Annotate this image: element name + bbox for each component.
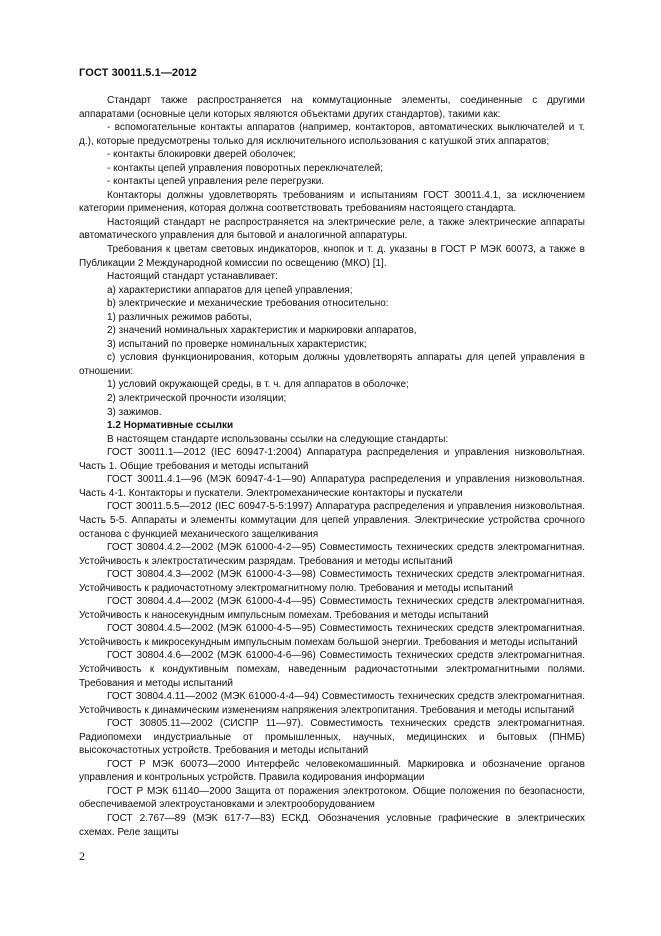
document-header: ГОСТ 30011.5.1—2012	[79, 67, 197, 79]
reference-item: ГОСТ 30804.4.3—2002 (МЭК 61000-4-3—98) Совместимость технических средств электромагнитная. Устойчивость к радиочастотному электромагнитному полю. Требования и методы испытаний	[79, 569, 585, 594]
document-body	[79, 94, 585, 839]
reference-item: ГОСТ 30804.4.5—2002 (МЭК 61000-4-5—95) Совместимость технических средств электромагнитная. Устойчивость к микросекундным импульсным помехам большой энергии. Требования и методы испытаний	[79, 623, 585, 648]
reference-item: ГОСТ 30804.4.11—2002 (МЭК 61000-4-4—94) Совместимость технических средств электромагнитная. Устойчивость к динамическим изменениям напряжения электропитания. Требования и методы испытаний	[79, 691, 585, 716]
paragraph: Контакторы должны удовлетворять требованиям и испытаниям ГОСТ 30011.4.1, за исключением категории применения, которая должна соответствовать требованиям настоящего стандарта.	[79, 189, 585, 215]
dash-item: - вспомогательные контакты аппаратов (например, контакторов, автоматических выключателей и т. д.), которые предусмотрены только для исключительного использования с катушкой этих аппаратов;	[79, 122, 585, 147]
reference-item: ГОСТ 30011.5.5—2012 (IEC 60947-5-5:1997) Аппаратура распределения и управления низковольтная. Часть 5-5. Аппараты и элементы коммутации для цепей управления. Электрические устройства срочного останова с функцией механического защелкивания	[79, 501, 585, 540]
paragraph: Требования к цветам световых индикаторов, кнопок и т. д. указаны в ГОСТ Р МЭК 60073, а также в Публикации 2 Международной комиссии по освещению (МКО) [1].	[79, 244, 585, 269]
page-number: 2	[79, 849, 85, 863]
reference-item: ГОСТ 30011.1—2012 (IEC 60947-1:2004) Аппаратура распределения и управления низковольтная. Часть 1. Общие требования и методы испытаний	[79, 447, 585, 472]
dash-item: - контакты цепей управления поворотных переключателей;	[107, 162, 384, 174]
reference-item: ГОСТ Р МЭК 60073—2000 Интерфейс человекомашинный. Маркировка и обозначение органов управления и контрольных устройств. Правила кодирования информации	[79, 758, 585, 784]
paragraph: Стандарт также распространяется на коммутационные элементы, соединенные с другими аппаратами (основные цели которых являются объектами других стандартов), такими как:	[79, 95, 585, 120]
reference-item: ГОСТ Р МЭК 61140—2000 Защита от поражения электротоком. Общие положения по безопасности, обеспечиваемой электроустановками и электрооборудованием	[79, 785, 585, 811]
list-item-c1: 1) условий окружающей среды, в т. ч. для аппаратов в оболочке;	[107, 379, 409, 391]
refs-intro: В настоящем стандарте использованы ссылки на следующие стандарты:	[107, 433, 449, 445]
list-item-b1: 1) различных режимов работы,	[107, 311, 252, 323]
dash-item: - контакты цепей управления реле перегрузки.	[107, 176, 325, 188]
list-item-c: c) условия функционирования, которым должны удовлетворять аппараты для цепей управления в отношении:	[79, 352, 585, 377]
reference-item: ГОСТ 30804.4.2—2002 (МЭК 61000-4-2—95) Совместимость технических средств электромагнитная. Устойчивость к электростатическим разрядам. Требования и методы испытаний	[79, 542, 585, 567]
list-item-a: a) характеристики аппаратов для цепей управления;	[107, 284, 353, 296]
list-item-b: b) электрические и механические требования относительно:	[107, 298, 389, 310]
reference-item: ГОСТ 30804.4.4—2002 (МЭК 61000-4-4—95) Совместимость технических средств электромагнитная. Устойчивость к наносекундным импульсным помехам. Требования и методы испытаний	[79, 596, 585, 621]
reference-item: ГОСТ 30011.4.1—96 (МЭК 60947-4-1—90) Аппаратура распределения и управления низковольтная. Часть 4-1. Контакторы и пускатели. Электромеханические контакторы и пускатели	[79, 474, 585, 499]
list-item-b3: 3) испытаний по проверке номинальных характеристик;	[107, 338, 367, 350]
list-item-b2: 2) значений номинальных характеристик и маркировки аппаратов,	[107, 325, 417, 337]
reference-item: ГОСТ 30805.11—2002 (СИСПР 11—97). Совместимость технических средств электромагнитная. Радиопомехи индустриальные от промышленных, научных, медицинских и бытовых (ПНМБ) высокочастотных устройств. Требования и методы испытаний	[79, 718, 585, 757]
list-item-c2: 2) электрической прочности изоляции;	[107, 393, 287, 405]
list-item-c3: 3) зажимов.	[107, 406, 162, 418]
dash-item: - контакты блокировки дверей оболочек;	[107, 149, 296, 161]
reference-item: ГОСТ 2.767—89 (МЭК 617-7—83) ЕСКД. Обозначения условные графические в электрических схемах. Реле защиты	[79, 812, 585, 838]
paragraph: Настоящий стандарт не распространяется на электрические реле, а также электрические аппараты автоматического управления для бытовой и аналогичной аппаратуры.	[79, 216, 585, 242]
section-heading: 1.2 Нормативные ссылки	[107, 420, 234, 432]
reference-item: ГОСТ 30804.4.6—2002 (МЭК 61000-4-6—96) Совместимость технических средств электромагнитная. Устойчивость к кондуктивным помехам, наведенным радиочастотными электромагнитными полями. Требования и методы испытаний	[79, 650, 585, 689]
paragraph: Настоящий стандарт устанавливает:	[107, 271, 278, 283]
